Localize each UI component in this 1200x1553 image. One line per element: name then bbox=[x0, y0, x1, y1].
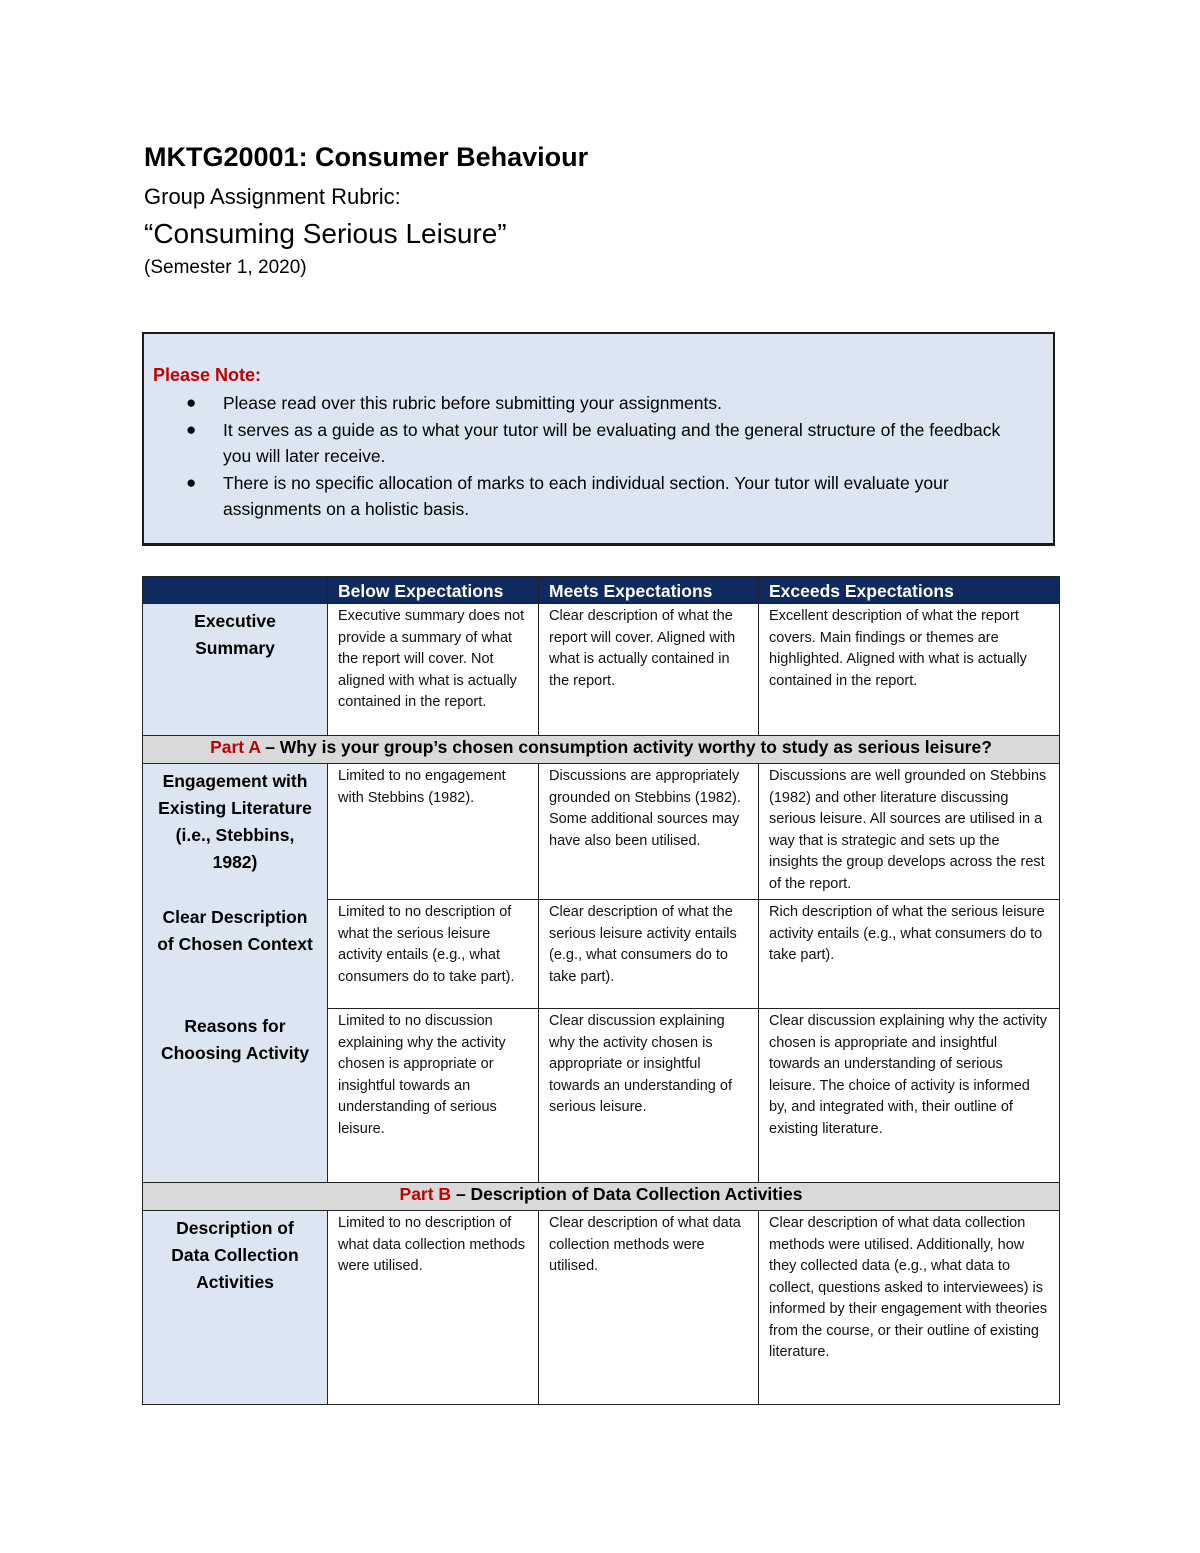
rubric-header-row bbox=[143, 577, 1060, 604]
criterion-label: Reasons for Choosing Activity bbox=[160, 1015, 310, 1063]
cell-exceeds: Clear discussion explaining why the activity chosen is appropriate and insightful towards an understanding of serious leisure. The choice of activity is informed by, and integrated with, their outline of existing literature. bbox=[759, 1009, 1060, 1183]
cell-below: Limited to no description of what data collection methods were utilised. bbox=[328, 1211, 539, 1405]
note-item-text: There is no specific allocation of marks to each individual section. Your tutor will evaluate your assignments on a holistic basis. bbox=[223, 472, 949, 519]
criterion-reasons-for-choosing bbox=[143, 1009, 328, 1183]
part-a-row bbox=[143, 736, 1060, 764]
note-item bbox=[144, 390, 1055, 417]
table-row bbox=[143, 900, 1060, 1009]
criterion-label: Description of Data Collection Activities bbox=[171, 1218, 299, 1292]
note-box bbox=[142, 332, 1055, 546]
criterion-label: Clear Description of Chosen Context bbox=[157, 906, 313, 954]
cell-exceeds: Clear description of what data collection methods were utilised. Additionally, how they collected data (e.g., what data to collect, questions asked to interviewees) is informed by their engagement with theories from the course, or their outline of existing literature. bbox=[759, 1211, 1060, 1405]
bullet-icon: ● bbox=[186, 419, 197, 439]
table-row bbox=[143, 1211, 1060, 1405]
header-below: Below Expectations bbox=[328, 577, 539, 604]
note-list bbox=[144, 390, 1055, 523]
table-row bbox=[143, 604, 1060, 736]
criterion-label: Executive Summary bbox=[194, 611, 276, 658]
part-b-row bbox=[143, 1183, 1060, 1211]
cell-below: Limited to no discussion explaining why the activity chosen is appropriate or insightful towards an understanding of serious leisure. bbox=[328, 1009, 539, 1183]
criterion-label: Engagement with Existing Literature (i.e., Stebbins, 1982) bbox=[158, 771, 312, 872]
criterion-executive-summary bbox=[143, 604, 328, 736]
criterion-chosen-context bbox=[143, 900, 328, 1009]
cell-meets: Clear description of what the report will cover. Aligned with what is actually contained in the report. bbox=[539, 604, 759, 736]
cell-below: Executive summary does not provide a summary of what the report will cover. Not aligned with what is actually contained in the report. bbox=[328, 604, 539, 736]
header-blank bbox=[143, 577, 328, 604]
cell-meets: Clear description of what data collection methods were utilised. bbox=[539, 1211, 759, 1405]
cell-exceeds: Discussions are well grounded on Stebbins (1982) and other literature discussing serious leisure. All sources are utilised in a way that is strategic and sets up the insights the group develops across the rest of the report. bbox=[759, 764, 1060, 900]
criterion-data-collection bbox=[143, 1211, 328, 1405]
note-item-text: Please read over this rubric before submitting your assignments. bbox=[223, 393, 722, 413]
part-b-label: Part B bbox=[399, 1184, 452, 1204]
semester-label: (Semester 1, 2020) bbox=[144, 257, 307, 278]
note-item-text: It serves as a guide as to what your tutor will be evaluating and the general structure of the feedback you will later receive. bbox=[223, 419, 1001, 466]
assignment-name: “Consuming Serious Leisure” bbox=[144, 218, 507, 249]
part-b-text: – Description of Data Collection Activities bbox=[451, 1184, 803, 1204]
table-row bbox=[143, 1009, 1060, 1183]
bullet-icon: ● bbox=[186, 472, 197, 492]
bullet-icon: ● bbox=[186, 393, 197, 412]
cell-meets: Clear description of what the serious leisure activity entails (e.g., what consumers do to take part). bbox=[539, 900, 759, 1009]
criterion-existing-literature bbox=[143, 764, 328, 900]
header-exceeds: Exceeds Expectations bbox=[759, 577, 1060, 604]
cell-exceeds: Rich description of what the serious leisure activity entails (e.g., what consumers do to take part). bbox=[759, 900, 1060, 1009]
table-row bbox=[143, 764, 1060, 900]
cell-below: Limited to no description of what the serious leisure activity entails (e.g., what consumers do to take part). bbox=[328, 900, 539, 1009]
note-heading: Please Note: bbox=[153, 365, 262, 385]
note-item bbox=[144, 470, 1055, 523]
part-b-heading bbox=[143, 1183, 1060, 1211]
document-subtitle: Group Assignment Rubric: bbox=[144, 184, 401, 209]
document-title: MKTG20001: Consumer Behaviour bbox=[144, 142, 589, 172]
rubric-table bbox=[142, 576, 1060, 1405]
part-a-text: – Why is your group’s chosen consumption activity worthy to study as serious leisure? bbox=[260, 737, 992, 757]
cell-below: Limited to no engagement with Stebbins (1982). bbox=[328, 764, 539, 900]
note-item bbox=[144, 417, 1055, 470]
cell-meets: Clear discussion explaining why the activity chosen is appropriate or insightful towards an understanding of serious leisure. bbox=[539, 1009, 759, 1183]
part-a-label: Part A bbox=[210, 737, 261, 757]
header-meets: Meets Expectations bbox=[539, 577, 759, 604]
cell-meets: Discussions are appropriately grounded on Stebbins (1982). Some additional sources may have also been utilised. bbox=[539, 764, 759, 900]
part-a-heading bbox=[143, 736, 1060, 764]
cell-exceeds: Excellent description of what the report covers. Main findings or themes are highlighted. Aligned with what is actually contained in the report. bbox=[759, 604, 1060, 736]
